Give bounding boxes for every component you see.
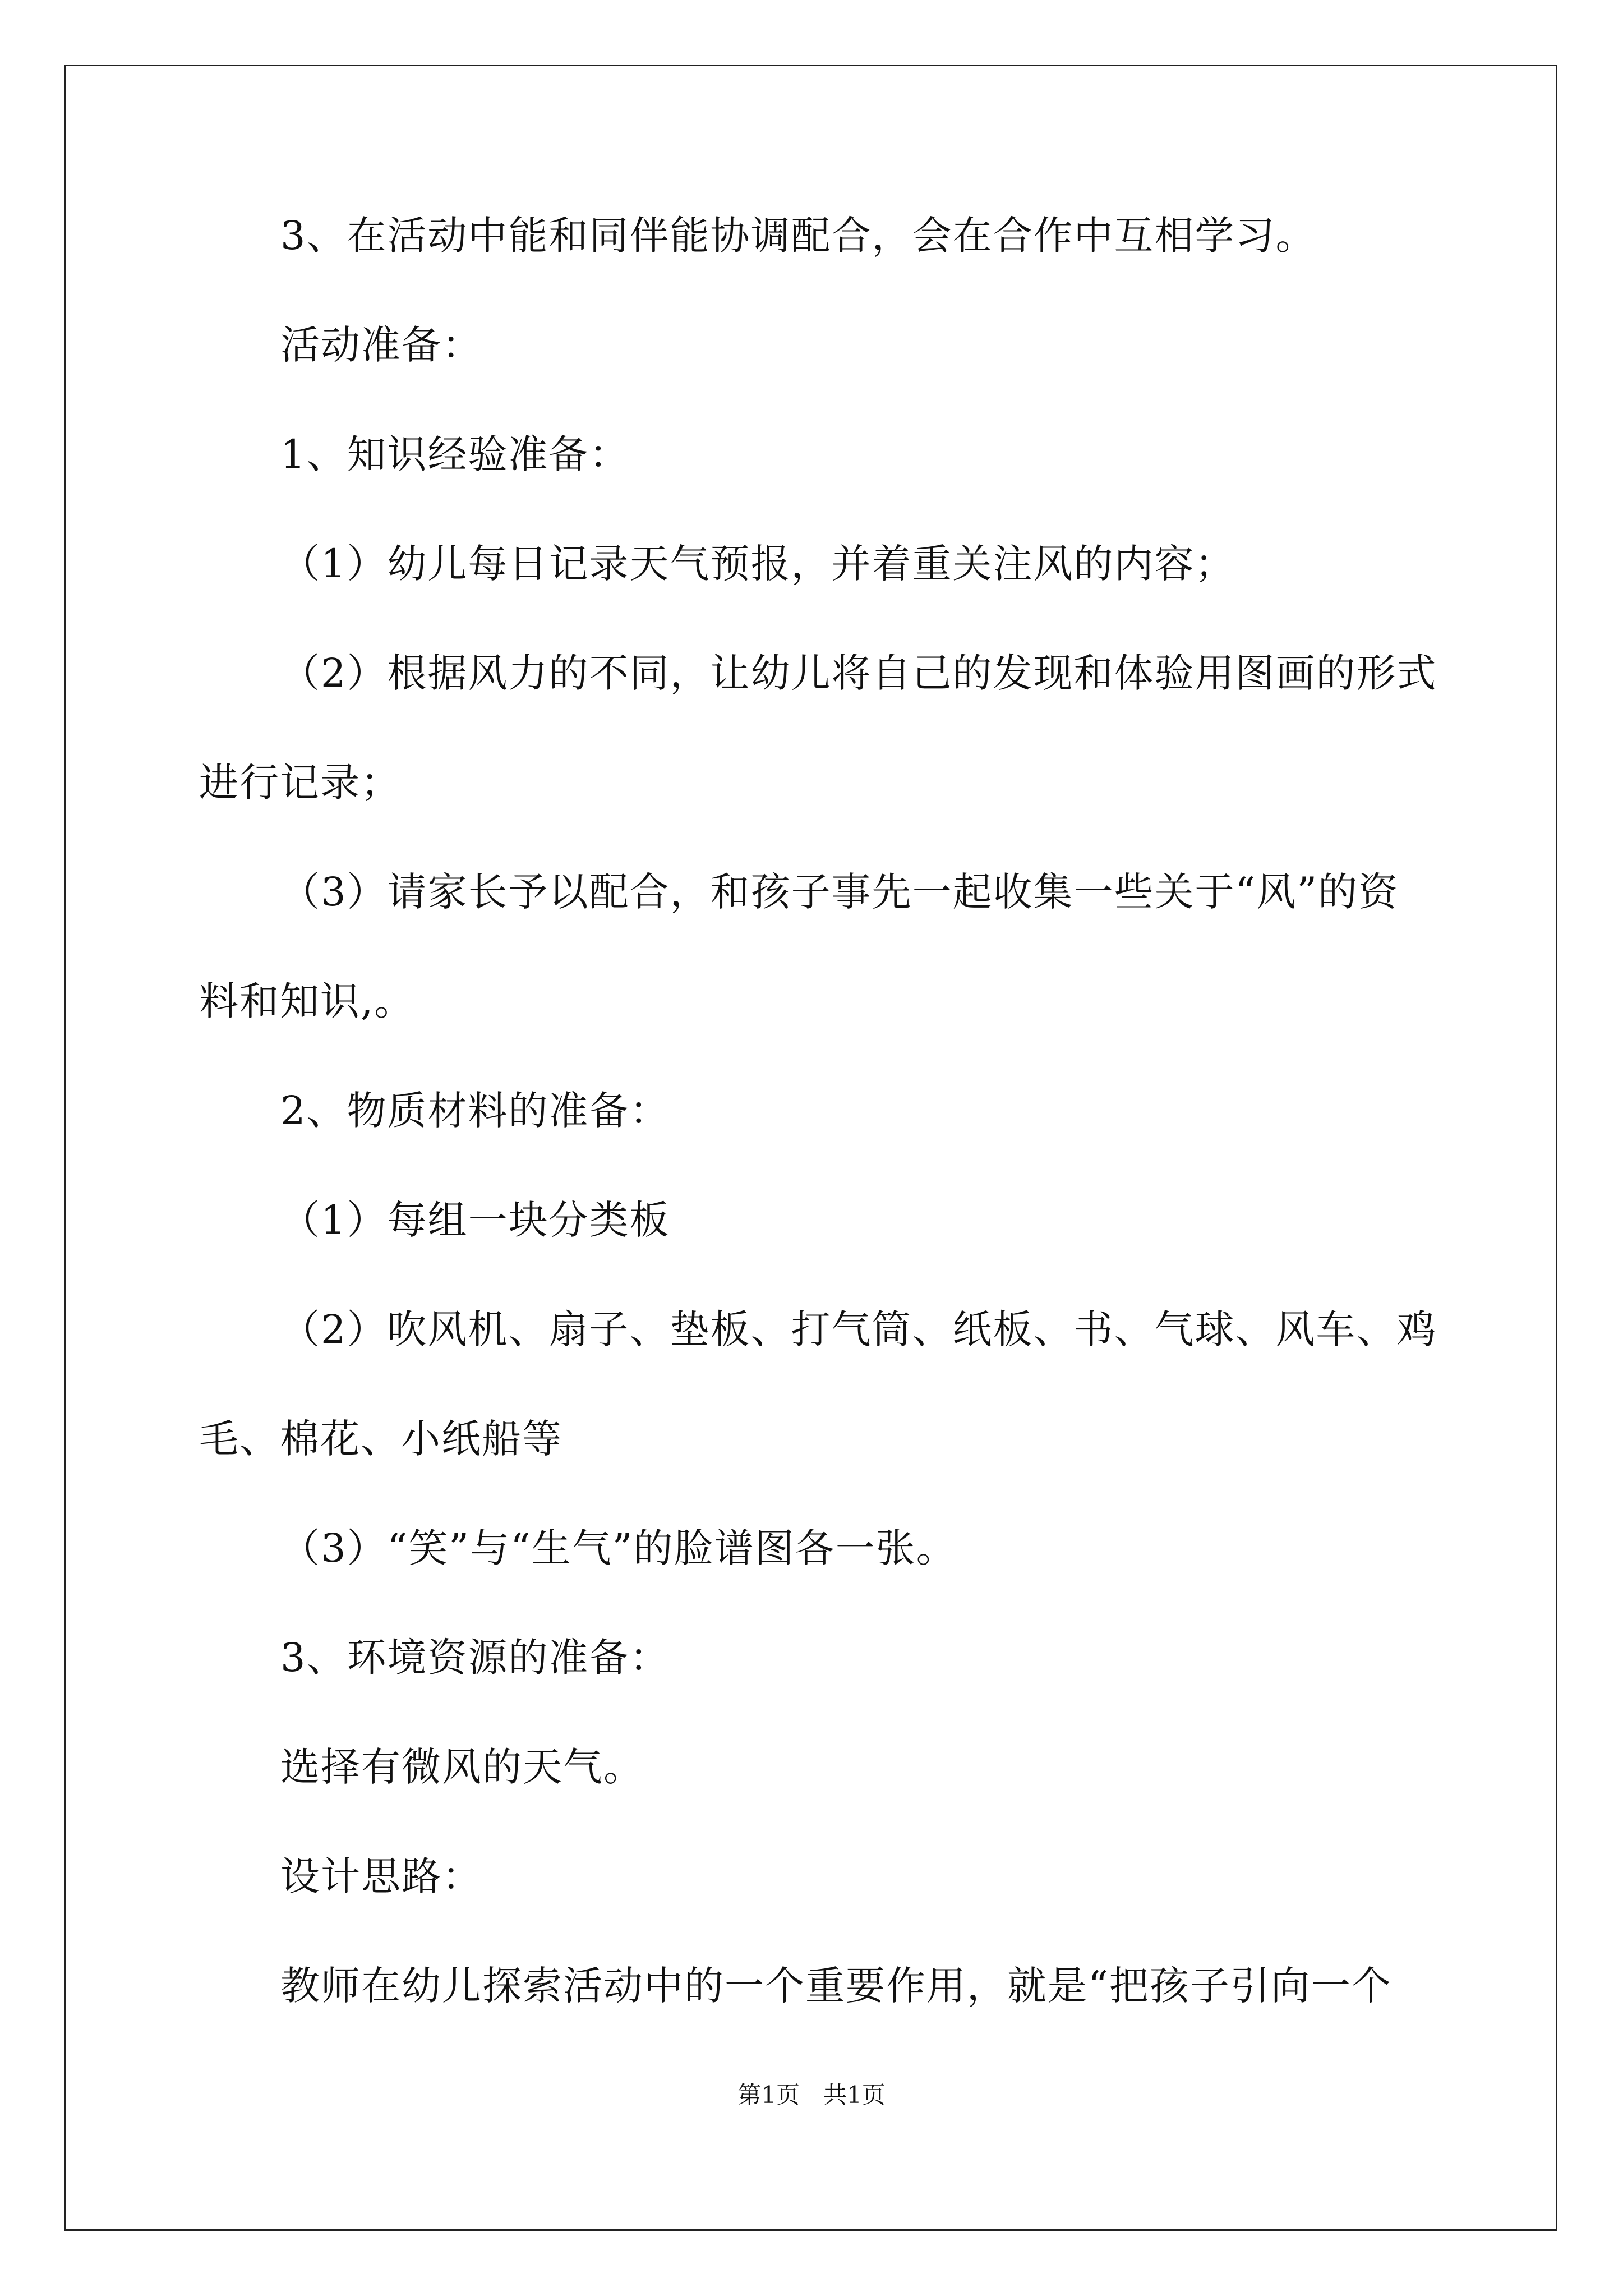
heading-design-idea: 设计思路：	[280, 1853, 482, 1899]
heading-material-prep: 2、物质材料的准备：	[280, 1088, 670, 1134]
list-item-parents-help-cont: 料和知识,。	[199, 978, 415, 1024]
page-border	[64, 65, 1557, 2231]
heading-environment-prep: 3、环境资源的准备：	[280, 1635, 670, 1681]
list-item-weather-record: （1）幼儿每日记录天气预报，并着重关注风的内容；	[280, 541, 1235, 587]
list-item-face-cards: （3）“笑”与“生气”的脸谱图各一张。	[280, 1525, 957, 1571]
heading-activity-prep: 活动准备：	[280, 322, 482, 368]
list-item-sort-board: （1）每组一块分类板	[280, 1197, 670, 1243]
paragraph-teacher-role: 教师在幼儿探索活动中的一个重要作用，就是“把孩子引向一个	[280, 1963, 1392, 2009]
heading-knowledge-prep: 1、知识经验准备：	[280, 431, 630, 477]
list-item-materials-cont: 毛、棉花、小纸船等	[199, 1416, 562, 1462]
list-item-materials: （2）吹风机、扇子、垫板、打气筒、纸板、书、气球、风车、鸡	[280, 1306, 1437, 1352]
list-item-wind-drawing-cont: 进行记录；	[199, 760, 401, 806]
list-item-parents-help: （3）请家长予以配合，和孩子事先一起收集一些关于“风”的资	[280, 869, 1399, 915]
list-item-wind-drawing: （2）根据风力的不同，让幼儿将自己的发现和体验用图画的形式	[280, 650, 1437, 696]
paragraph-breeze: 选择有微风的天气。	[280, 1744, 644, 1790]
paragraph-goal-3: 3、在活动中能和同伴能协调配合，会在合作中互相学习。	[280, 213, 1316, 259]
page-footer: 第1页 共1页	[737, 2081, 886, 2109]
